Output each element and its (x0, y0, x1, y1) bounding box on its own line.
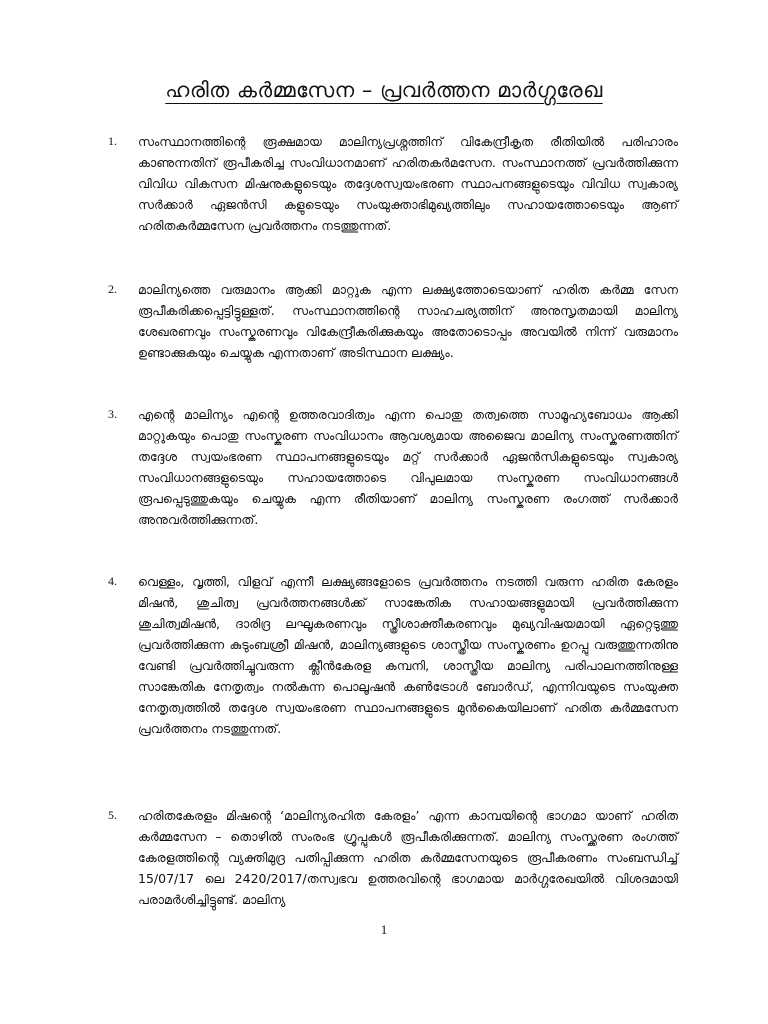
list-item-number: 1. (108, 134, 117, 148)
list-item-number: 4. (108, 574, 117, 588)
list-item (108, 131, 678, 236)
list-item-number: 3. (108, 407, 117, 421)
list-item-text: എന്റെ മാലിന്യം എന്റെ ഉത്തരവാദിത്വം എന്ന പൊതു തത്വത്തെ സാമൂഹ്യബോധം ആക്കി മാറ്റുകയും പൊതു സംസ്കരണ സംവിധാനം ആവശ്യമായ അജൈവ മാലിന്യ സംസ്കരണത്തിന് തദ്ദേശ സ്വയംഭരണ സ്ഥാപനങ്ങളുടെയും മറ്റ് സർക്കാർ ഏജൻസികളുടെയും സ്വകാര്യ സംവിധാനങ്ങളുടെയും സഹായത്തോടെ വിപുലമായ സംസ്കരണ സംവിധാനങ്ങൾ രൂപപ്പെടുത്തുകയും ചെയ്യുക എന്ന രീതിയാണ് മാലിന്യ സംസ്കരണ രംഗത്ത് സർക്കാർ അനുവർത്തിക്കുന്നത്. (138, 407, 678, 527)
document-title-text: ഹരിത കർമ്മസേന – പ്രവർത്തന മാർഗ്ഗരേഖ (165, 78, 603, 102)
list-item-number: 5. (108, 808, 117, 822)
list-item (108, 404, 678, 530)
list-item (108, 279, 678, 363)
list-item (108, 805, 678, 910)
list-item-text: വെള്ളം, വൃത്തി, വിളവ് എന്നീ ലക്ഷ്യങ്ങളോടെ പ്രവർത്തനം നടത്തി വരുന്ന ഹരിത കേരളം മിഷൻ, ശുചിത്വ പ്രവർത്തനങ്ങൾക്ക് സാങ്കേതിക സഹായങ്ങളുമായി പ്രവർത്തിക്കുന്ന ശുചിത്വമിഷൻ, ദാരിദ്ര ലഘൂകരണവും സ്ത്രീശാക്തീകരണവും മുഖ്യവിഷയമായി ഏറ്റെടുത്തു പ്രവർത്തിക്കുന്ന കുടുംബശ്രീ മിഷൻ, മാലിന്യങ്ങളുടെ ശാസ്ത്രീയ സംസ്കരണം ഉറപ്പു വരുത്തുന്നതിനു വേണ്ടി പ്രവർത്തിച്ചുവരുന്ന ക്ലീൻകേരള കമ്പനി, ശാസ്ത്രീയ മാലിന്യ പരിപാലനത്തിനുള്ള സാങ്കേതിക നേതൃത്വം നൽകുന്ന പൊലൂഷൻ കൺട്രോൾ ബോർഡ്, എന്നിവയുടെ സംയുക്ത നേതൃത്വത്തിൽ തദ്ദേശ സ്വയംഭരണ സ്ഥാപനങ്ങളുടെ മുൻകൈയിലാണ് ഹരിത കർമ്മസേന പ്രവർത്തനം നടത്തുന്നത്. (138, 574, 678, 736)
list-item (108, 571, 678, 739)
list-item-text: സംസ്ഥാനത്തിന്റെ രൂക്ഷമായ മാലിന്യപ്രശ്നത്തിന് വികേന്ദ്രീകൃത രീതിയിൽ പരിഹാരം കാണുന്നതിന് രൂപീകരിച്ച സംവിധാനമാണ് ഹരിതകർമസേന. സംസ്ഥാനത്ത് പ്രവർത്തിക്കുന്ന വിവിധ വികസന മിഷനുകളുടെയും തദ്ദേശസ്വയംഭരണ സ്ഥാപനങ്ങളുടെയും വിവിധ സ്വകാര്യ സർക്കാർ ഏജൻസി കളുടെയും സംയുക്താഭിമുഖ്യത്തിലും സഹായത്തോടെയും ആണ് ഹരിതകർമ്മസേന പ്രവർത്തനം നടത്തുന്നത്. (138, 134, 678, 233)
page-number: 1 (380, 922, 388, 937)
list-item-number: 2. (108, 282, 117, 296)
list-item-text: മാലിന്യത്തെ വരുമാനം ആക്കി മാറ്റുക എന്ന ലക്ഷ്യത്തോടെയാണ് ഹരിത കർമ്മ സേന രൂപീകരിക്കപ്പെട്ടിട്ടുള്ളത്. സംസ്ഥാനത്തിന്റെ സാഹചര്യത്തിന് അനുസൃതമായി മാലിന്യ ശേഖരണവും സംസ്കരണവും വികേന്ദ്രീകരിക്കുകയും അതോടൊപ്പം അവയിൽ നിന്ന് വരുമാനം ഉണ്ടാക്കുകയും ചെയ്യുക എന്നതാണ് അടിസ്ഥാന ലക്ഷ്യം. (138, 282, 678, 360)
list-item-text: ഹരിതകേരളം മിഷന്റെ ‘മാലിന്യരഹിത കേരളം’ എന്ന കാമ്പയിന്റെ ഭാഗമാ യാണ് ഹരിത കർമ്മസേന – തൊഴിൽ സംരംഭ ഗ്രൂപ്പുകൾ രൂപീകരിക്കുന്നത്. മാലിന്യ സംസ്ക്കരണ രംഗത്ത് കേരളത്തിന്റെ വ്യക്തിമുദ്ര പതിപ്പിക്കുന്ന ഹരിത കർമ്മസേനയുടെ രൂപീകരണം സംബന്ധിച്ച് 15/07/17 ലെ 2420/2017/തസ്വഭവ ഉത്തരവിന്റെ ഭാഗമായ മാർഗ്ഗരേഖയിൽ വിശദമായി പരാമർശിച്ചിട്ടുണ്ട്. മാലിന്യ (138, 808, 678, 907)
document-title (0, 78, 768, 103)
